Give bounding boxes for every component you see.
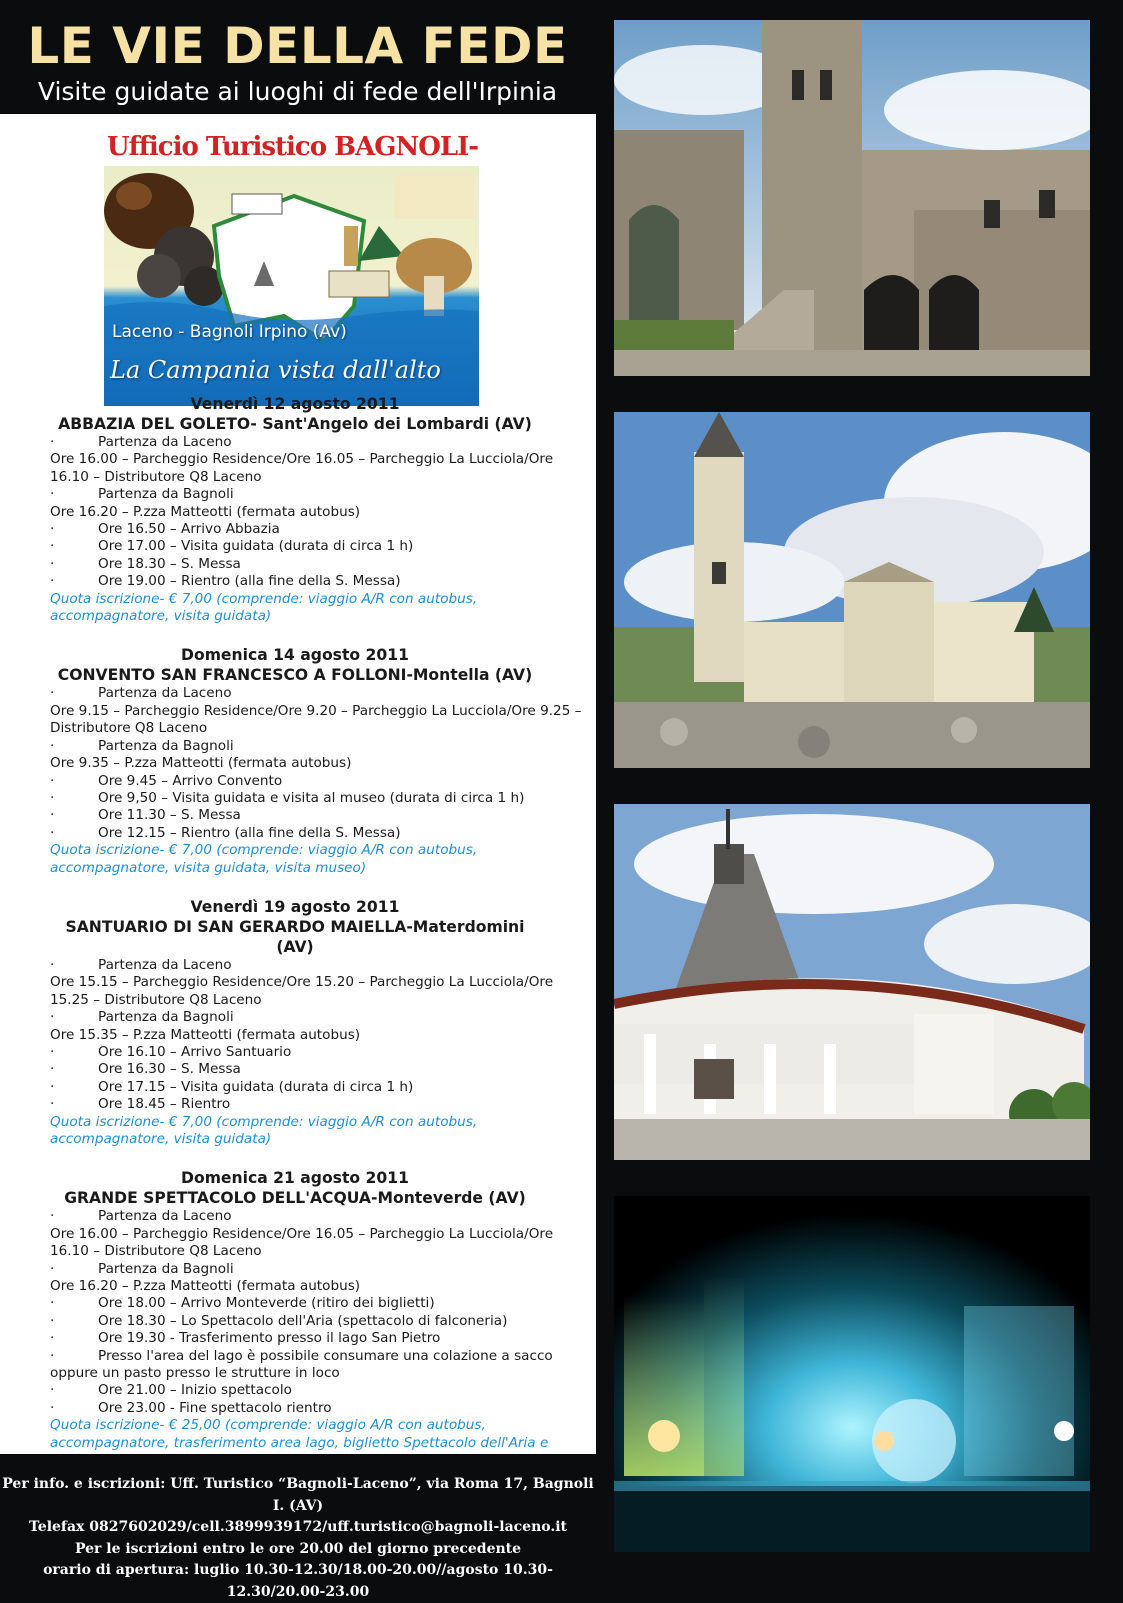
event-title: ABBAZIA DEL GOLETO- Sant'Angelo dei Lombardi (AV) [58,415,532,433]
event-line [50,703,590,738]
convent-photo [614,412,1090,768]
event-line [50,790,590,807]
footer-deadline: Per le iscrizioni entro le ore 20.00 del giorno precedente [74,1540,522,1557]
event-line [50,521,590,538]
event-line [50,1096,590,1113]
bullet-icon: · [50,789,55,806]
event-line-text: Partenza da Bagnoli [98,1009,234,1026]
event-fee: Quota iscrizione- € 7,00 (comprende: viaggio A/R con autobus, accompagnatore, visita guidata) [50,590,478,625]
bullet-icon: · [50,1061,55,1078]
event-line [50,685,590,702]
event-line-text: Presso l'area del lago è possibile consumare una colazione a sacco oppure un pasto presso le strutture in loco [50,1347,553,1382]
event-line-text: Ore 19.30 - Trasferimento presso il lago San Pietro [98,1330,441,1347]
event-line [50,1330,590,1347]
bullet-icon: · [50,1312,55,1329]
event-line-text: Ore 17.00 – Visita guidata (durata di circa 1 h) [98,538,414,555]
event-line [50,974,590,1009]
fountain-show-photo [614,1196,1090,1552]
event-line [50,1061,590,1078]
event-line [50,957,590,974]
event-line-text: Ore 18.00 – Arrivo Monteverde (ritiro dei biglietti) [98,1295,435,1312]
event-line-text: Ore 9.45 – Arrivo Convento [98,772,283,789]
event-line-text: Ore 16.00 – Parcheggio Residence/Ore 16.05 – Parcheggio La Lucciola/Ore 16.10 – Distributore Q8 Laceno [50,451,554,485]
program-panel [0,114,596,1454]
event-line [50,556,590,573]
bullet-icon: · [50,521,55,538]
footer-info [0,1454,596,1600]
event-line-text: Ore 9.15 – Parcheggio Residence/Ore 9.20 – Parcheggio La Lucciola/Ore 9.25 – Distributore Q8 Laceno [50,702,582,737]
event-line [50,1313,590,1330]
event-block [50,897,590,1148]
event-line [50,773,590,790]
tourist-office-logo [100,130,485,390]
event-fee: Quota iscrizione- € 25,00 (comprende: viaggio A/R con autobus, accompagnatore, trasferimento area lago, biglietto Spettacolo dell'Aria e [50,1417,549,1451]
event-line-text: Ore 15.15 – Parcheggio Residence/Ore 15.20 – Parcheggio La Lucciola/Ore 15.25 – Distributore Q8 Laceno [50,974,554,1008]
bullet-icon: · [50,1009,55,1026]
event-line-text: Partenza da Laceno [98,956,232,973]
event-block [50,645,590,876]
event-line [50,486,590,503]
event-line [50,1382,590,1399]
bullet-icon: · [50,1260,55,1277]
bullet-icon: · [50,555,55,572]
bullet-icon: · [50,1043,55,1060]
event-line [50,1044,590,1061]
bullet-icon: · [50,434,55,450]
event-fee: Quota iscrizione- € 7,00 (comprende: viaggio A/R con autobus, accompagnatore, visita guidata) [50,1113,478,1147]
event-line [50,738,590,755]
bullet-icon: · [50,486,55,503]
event-line-text: Ore 16.30 – S. Messa [98,1061,241,1078]
event-line [50,538,590,555]
event-line [50,1009,590,1026]
event-line-text: Ore 21.00 – Inizio spettacolo [98,1382,292,1399]
event-block [50,394,590,625]
event-line [50,1208,590,1225]
bullet-icon: · [50,1399,55,1416]
bullet-icon: · [50,1295,55,1312]
event-line [50,1400,590,1417]
logo-title: Ufficio Turistico BAGNOLI- [106,132,479,162]
event-line-text: Ore 9,50 – Visita guidata e visita al museo (durata di circa 1 h) [98,789,525,806]
event-line [50,434,590,451]
bullet-icon: · [50,685,55,702]
event-date: Domenica 21 agosto 2011 [181,1169,409,1188]
event-line [50,573,590,590]
event-line-text: Partenza da Bagnoli [98,737,234,754]
bullet-icon: · [50,573,55,590]
event-line-text: Ore 11.30 – S. Messa [98,807,241,824]
logo-image [104,166,479,406]
bullet-icon: · [50,807,55,824]
event-line [50,755,590,772]
event-line [50,451,590,486]
event-line-text: Ore 16.00 – Parcheggio Residence/Ore 16.05 – Parcheggio La Lucciola/Ore 16.10 – Distributore Q8 Laceno [50,1225,554,1260]
event-line-text: Ore 18.30 – S. Messa [98,555,241,572]
event-line [50,504,590,521]
page-header [0,0,595,114]
sanctuary-photo [614,804,1090,1160]
event-list [50,394,590,1490]
event-title: SANTUARIO DI SAN GERARDO MAIELLA-Materdomini (AV) [65,917,525,956]
event-date: Venerdì 12 agosto 2011 [190,395,400,413]
photo-column [596,0,1123,1587]
bullet-icon: · [50,1078,55,1095]
event-line [50,1079,590,1096]
bullet-icon: · [50,1330,55,1347]
event-line [50,1348,590,1383]
bullet-icon: · [50,1382,55,1399]
event-date: Domenica 14 agosto 2011 [181,646,409,665]
abbey-photo [614,20,1090,376]
footer-contact: Per info. e iscrizioni: Uff. Turistico “Bagnoli-Laceno”, via Roma 17, Bagnoli I. (AV) [2,1476,594,1514]
event-line-text: Partenza da Laceno [98,1208,232,1225]
logo-place: Laceno - Bagnoli Irpino (Av) [112,322,347,342]
bullet-icon: · [50,824,55,841]
bullet-icon: · [50,1096,55,1113]
event-line-text: Ore 12.15 – Rientro (alla fine della S. Messa) [98,824,401,841]
bullet-icon: · [50,1347,55,1364]
event-line-text: Partenza da Laceno [98,434,232,450]
event-block [50,1168,590,1469]
bullet-icon: · [50,538,55,555]
bullet-icon: · [50,772,55,789]
bullet-icon: · [50,1208,55,1225]
event-line-text: Ore 16.50 – Arrivo Abbazia [98,521,280,538]
bullet-icon: · [50,737,55,754]
event-line [50,1278,590,1295]
bullet-icon: · [50,956,55,973]
event-line-text: Ore 16.20 – P.zza Matteotti (fermata autobus) [50,503,361,520]
event-line [50,1295,590,1312]
event-line-text: Ore 9.35 – P.zza Matteotti (fermata autobus) [50,755,352,772]
footer-telefax: Telefax 0827602029/cell.3899939172/uff.turistico@bagnoli-laceno.it [28,1519,568,1535]
logo-slogan: La Campania vista dall'alto [110,356,441,384]
event-line-text: Ore 18.30 – Lo Spettacolo dell'Aria (spettacolo di falconeria) [98,1312,508,1329]
event-line [50,825,590,842]
event-line-text: Ore 15.35 – P.zza Matteotti (fermata autobus) [50,1026,361,1043]
event-line-text: Ore 16.10 – Arrivo Santuario [98,1043,292,1060]
event-line-text: Ore 23.00 - Fine spettacolo rientro [98,1399,332,1416]
event-line-text: Ore 18.45 – Rientro [98,1096,231,1113]
page-subtitle: Visite guidate ai luoghi di fede dell'Irpinia [37,77,558,106]
event-fee: Quota iscrizione- € 7,00 (comprende: viaggio A/R con autobus, accompagnatore, visita guidata, visita museo) [50,842,478,876]
event-line-text: Partenza da Bagnoli [98,486,234,503]
event-title: GRANDE SPETTACOLO DELL'ACQUA-Monteverde (AV) [64,1189,526,1208]
event-line-text: Partenza da Laceno [98,685,232,702]
event-line [50,1261,590,1278]
event-line-text: Ore 19.00 – Rientro (alla fine della S. Messa) [98,573,401,590]
event-line-text: Partenza da Bagnoli [98,1260,234,1277]
event-line-text: Ore 17.15 – Visita guidata (durata di circa 1 h) [98,1078,414,1095]
footer-hours: orario di apertura: luglio 10.30-12.30/18.00-20.00//agosto 10.30-12.30/20.00-23.00 [43,1562,553,1600]
event-title: CONVENTO SAN FRANCESCO A FOLLONI-Montella (AV) [57,666,533,685]
event-line [50,807,590,824]
event-date: Venerdì 19 agosto 2011 [190,897,400,916]
event-line-text: Ore 16.20 – P.zza Matteotti (fermata autobus) [50,1278,361,1295]
event-line [50,1027,590,1044]
page-title: LE VIE DELLA FEDE [27,17,568,75]
event-line [50,1226,590,1261]
